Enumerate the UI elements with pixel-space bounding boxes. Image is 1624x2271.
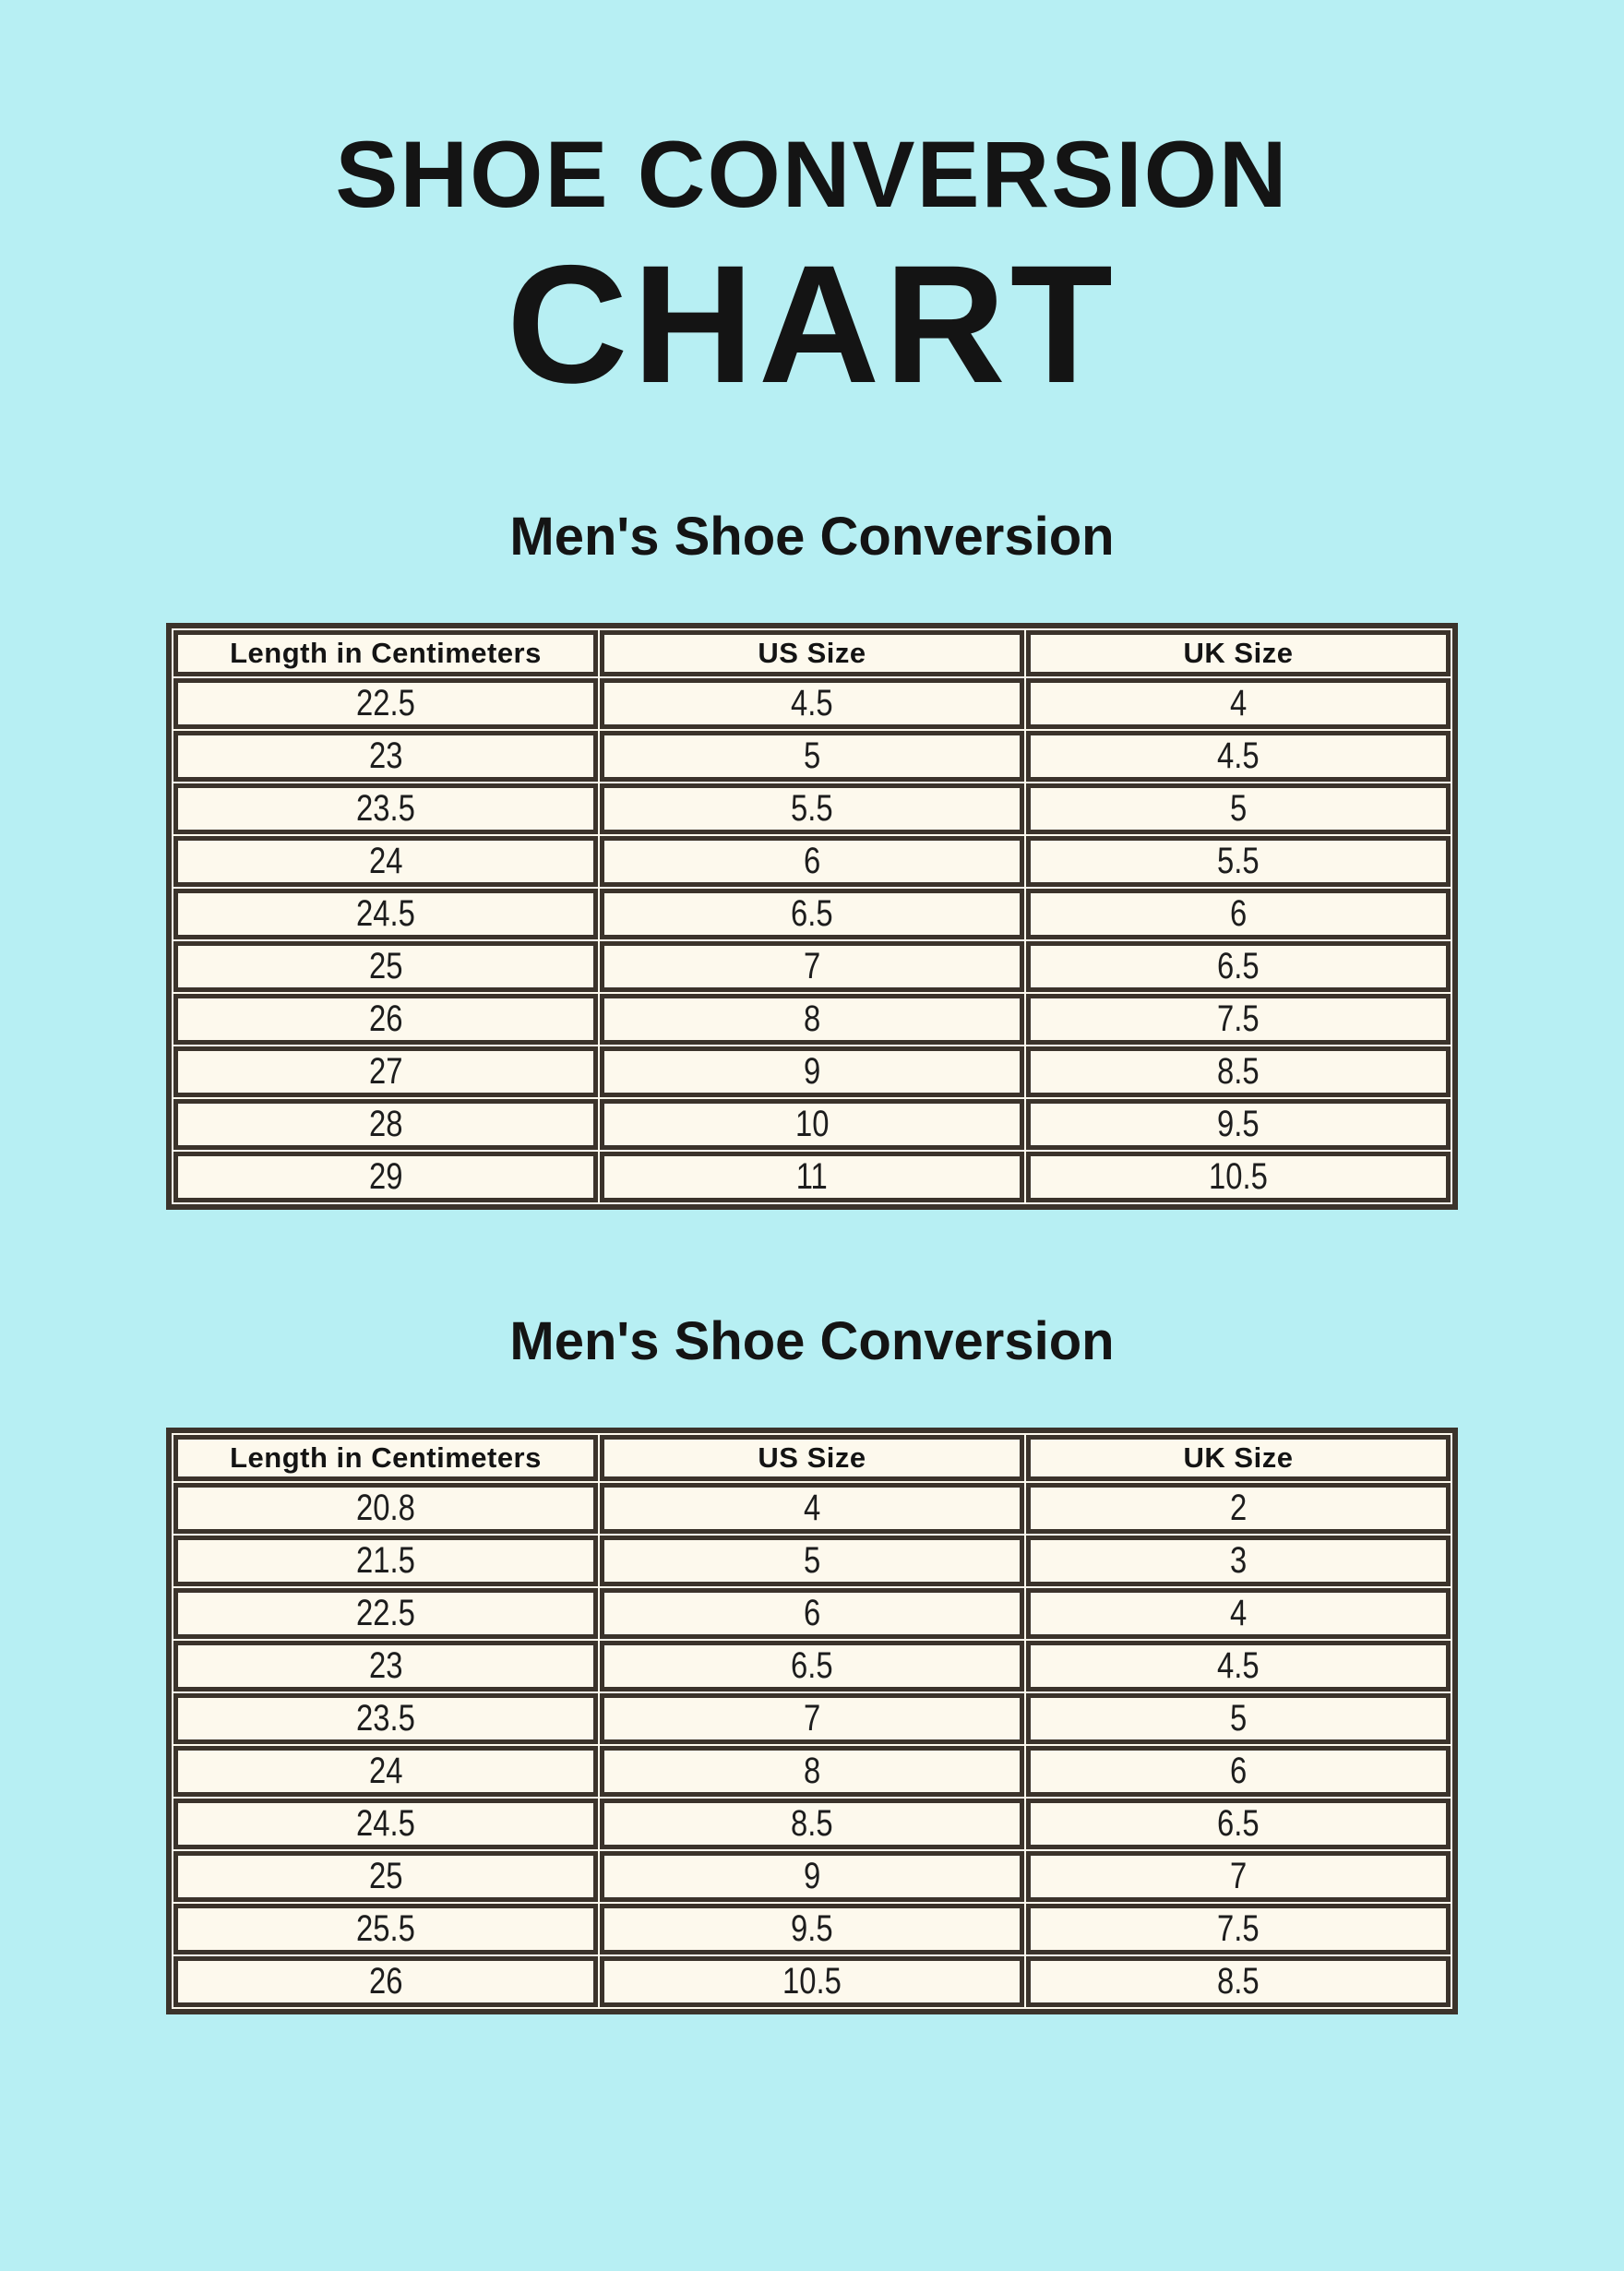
table-cell bbox=[1026, 836, 1451, 887]
cell-value: 7.5 bbox=[1217, 998, 1260, 1040]
table-cell bbox=[600, 1099, 1024, 1150]
cell-value: 8 bbox=[803, 998, 821, 1040]
column-header-us-size bbox=[600, 1435, 1024, 1481]
table-cell bbox=[173, 731, 598, 782]
cell-value: 4 bbox=[1229, 683, 1248, 724]
cell-value: 8.5 bbox=[1217, 1051, 1260, 1093]
table-row bbox=[173, 1799, 1451, 1849]
cell-value: 23.5 bbox=[356, 1697, 415, 1739]
column-header-uk-size bbox=[1026, 630, 1451, 676]
cell-value: 5.5 bbox=[791, 788, 833, 830]
table-head bbox=[173, 1435, 1451, 1481]
table-cell bbox=[1026, 889, 1451, 939]
table-row bbox=[173, 1099, 1451, 1150]
table-cell bbox=[600, 1483, 1024, 1534]
cell-value: 23 bbox=[368, 735, 403, 777]
cell-value: 20.8 bbox=[356, 1487, 415, 1528]
table-row bbox=[173, 1956, 1451, 2007]
page-title-line-2: CHART bbox=[507, 230, 1117, 419]
table-cell bbox=[173, 1641, 598, 1691]
column-header-length-in-centimeters bbox=[173, 1435, 598, 1481]
table-cell bbox=[1026, 1588, 1451, 1639]
cell-value: 22.5 bbox=[356, 1592, 415, 1633]
table-cell bbox=[600, 1152, 1024, 1202]
table-row bbox=[173, 941, 1451, 992]
cell-value: 5 bbox=[1229, 1697, 1248, 1739]
cell-value: 24 bbox=[368, 841, 403, 882]
cell-value: 8.5 bbox=[1217, 1960, 1260, 2002]
column-header-label: UK Size bbox=[1183, 1440, 1294, 1474]
cell-value: 28 bbox=[368, 1104, 403, 1145]
table-cell bbox=[173, 1536, 598, 1586]
cell-value: 6.5 bbox=[791, 893, 833, 935]
cell-value: 6.5 bbox=[1217, 946, 1260, 987]
cell-value: 7 bbox=[803, 1697, 821, 1739]
table-cell bbox=[600, 1956, 1024, 2007]
cell-value: 26 bbox=[368, 1960, 403, 2002]
table-cell bbox=[1026, 1799, 1451, 1849]
cell-value: 6.5 bbox=[791, 1644, 833, 1686]
table-row bbox=[173, 836, 1451, 887]
cell-value: 8.5 bbox=[791, 1802, 833, 1844]
table-cell bbox=[173, 1851, 598, 1902]
table-cell bbox=[173, 1483, 598, 1534]
cell-value: 7.5 bbox=[1217, 1907, 1260, 1949]
table-cell bbox=[1026, 731, 1451, 782]
cell-value: 25 bbox=[368, 946, 403, 987]
table-row bbox=[173, 889, 1451, 939]
table-cell bbox=[1026, 1536, 1451, 1586]
cell-value: 7 bbox=[1229, 1855, 1248, 1896]
header-row bbox=[173, 1435, 1451, 1481]
cell-value: 8 bbox=[803, 1750, 821, 1791]
cell-value: 29 bbox=[368, 1156, 403, 1198]
table-cell bbox=[600, 1536, 1024, 1586]
table-cell bbox=[173, 1693, 598, 1744]
cell-value: 22.5 bbox=[356, 683, 415, 724]
cell-value: 4 bbox=[803, 1487, 821, 1528]
table-cell bbox=[600, 941, 1024, 992]
column-header-label: Length in Centimeters bbox=[230, 637, 542, 670]
table-cell bbox=[173, 783, 598, 834]
cell-value: 5 bbox=[803, 1539, 821, 1581]
table-cell bbox=[600, 1851, 1024, 1902]
table-cell bbox=[1026, 1641, 1451, 1691]
section-title-mens-conversion-1: Men's Shoe Conversion bbox=[509, 507, 1115, 568]
table-row bbox=[173, 1746, 1451, 1797]
table-cell bbox=[600, 1641, 1024, 1691]
table-cell bbox=[173, 1046, 598, 1097]
cell-value: 6 bbox=[803, 841, 821, 882]
cell-value: 4.5 bbox=[791, 683, 833, 724]
cell-value: 25 bbox=[368, 1855, 403, 1896]
page-title-line-1: SHOE CONVERSION bbox=[335, 122, 1289, 227]
column-header-length-in-centimeters bbox=[173, 630, 598, 676]
column-header-us-size bbox=[600, 630, 1024, 676]
cell-value: 9 bbox=[803, 1051, 821, 1093]
section-title-mens-conversion-2: Men's Shoe Conversion bbox=[509, 1311, 1115, 1372]
cell-value: 26 bbox=[368, 998, 403, 1040]
column-header-label: Length in Centimeters bbox=[230, 1440, 542, 1474]
table-cell bbox=[1026, 1483, 1451, 1534]
table-cell bbox=[600, 889, 1024, 939]
table-cell bbox=[600, 731, 1024, 782]
cell-value: 23 bbox=[368, 1644, 403, 1686]
column-header-label: US Size bbox=[758, 1440, 866, 1474]
table-row bbox=[173, 1641, 1451, 1691]
table-row bbox=[173, 1588, 1451, 1639]
table-cell bbox=[1026, 1152, 1451, 1202]
cell-value: 24.5 bbox=[356, 1802, 415, 1844]
table-cell bbox=[173, 836, 598, 887]
table-cell bbox=[1026, 1693, 1451, 1744]
cell-value: 6.5 bbox=[1217, 1802, 1260, 1844]
table-head bbox=[173, 630, 1451, 676]
table-cell bbox=[1026, 1851, 1451, 1902]
cell-value: 21.5 bbox=[356, 1539, 415, 1581]
table-cell bbox=[600, 783, 1024, 834]
cell-value: 3 bbox=[1229, 1539, 1248, 1581]
table-cell bbox=[1026, 994, 1451, 1045]
table-row bbox=[173, 1152, 1451, 1202]
table-cell bbox=[600, 1904, 1024, 1954]
header-row bbox=[173, 630, 1451, 676]
table-cell bbox=[173, 678, 598, 729]
cell-value: 10.5 bbox=[1209, 1156, 1268, 1198]
cell-value: 23.5 bbox=[356, 788, 415, 830]
table-cell bbox=[1026, 678, 1451, 729]
cell-value: 11 bbox=[795, 1156, 829, 1198]
table-cell bbox=[1026, 1046, 1451, 1097]
cell-value: 27 bbox=[368, 1051, 403, 1093]
cell-value: 9 bbox=[803, 1855, 821, 1896]
table-cell bbox=[600, 1046, 1024, 1097]
table-row bbox=[173, 1483, 1451, 1534]
cell-value: 5 bbox=[1229, 788, 1248, 830]
table-row bbox=[173, 1046, 1451, 1097]
table-cell bbox=[173, 1904, 598, 1954]
table-body bbox=[173, 1483, 1451, 2007]
cell-value: 2 bbox=[1229, 1487, 1248, 1528]
table-cell bbox=[173, 1956, 598, 2007]
table-cell bbox=[1026, 1956, 1451, 2007]
table-cell bbox=[173, 941, 598, 992]
cell-value: 4.5 bbox=[1217, 1644, 1260, 1686]
table-row bbox=[173, 731, 1451, 782]
table-cell bbox=[173, 994, 598, 1045]
cell-value: 4 bbox=[1229, 1592, 1248, 1633]
table-row bbox=[173, 783, 1451, 834]
table-body bbox=[173, 678, 1451, 1202]
cell-value: 6 bbox=[803, 1592, 821, 1633]
cell-value: 10.5 bbox=[782, 1960, 842, 2002]
table-cell bbox=[1026, 1746, 1451, 1797]
cell-value: 9.5 bbox=[1217, 1104, 1260, 1145]
cell-value: 4.5 bbox=[1217, 735, 1260, 777]
table-cell bbox=[600, 836, 1024, 887]
cell-value: 7 bbox=[803, 946, 821, 987]
table-cell bbox=[1026, 1904, 1451, 1954]
table-row bbox=[173, 1693, 1451, 1744]
table-cell bbox=[1026, 941, 1451, 992]
conversion-table-1 bbox=[166, 623, 1458, 1210]
column-header-label: US Size bbox=[758, 637, 866, 670]
table-row bbox=[173, 1536, 1451, 1586]
table-cell bbox=[600, 1588, 1024, 1639]
table-cell bbox=[173, 1099, 598, 1150]
table-cell bbox=[600, 1693, 1024, 1744]
table-row bbox=[173, 1904, 1451, 1954]
table-cell bbox=[173, 1799, 598, 1849]
cell-value: 5 bbox=[803, 735, 821, 777]
column-header-uk-size bbox=[1026, 1435, 1451, 1481]
table-cell bbox=[1026, 783, 1451, 834]
table-cell bbox=[600, 994, 1024, 1045]
cell-value: 5.5 bbox=[1217, 841, 1260, 882]
table-row bbox=[173, 1851, 1451, 1902]
cell-value: 6 bbox=[1229, 893, 1248, 935]
table-cell bbox=[173, 889, 598, 939]
table-cell bbox=[173, 1746, 598, 1797]
table-cell bbox=[1026, 1099, 1451, 1150]
cell-value: 24.5 bbox=[356, 893, 415, 935]
cell-value: 9.5 bbox=[791, 1907, 833, 1949]
table-cell bbox=[600, 1746, 1024, 1797]
cell-value: 24 bbox=[368, 1750, 403, 1791]
table-cell bbox=[600, 678, 1024, 729]
cell-value: 6 bbox=[1229, 1750, 1248, 1791]
table-row bbox=[173, 678, 1451, 729]
table-row bbox=[173, 994, 1451, 1045]
conversion-table-2 bbox=[166, 1428, 1458, 2014]
column-header-label: UK Size bbox=[1183, 637, 1294, 670]
cell-value: 10 bbox=[794, 1104, 830, 1145]
table-cell bbox=[600, 1799, 1024, 1849]
table-cell bbox=[173, 1152, 598, 1202]
table-cell bbox=[173, 1588, 598, 1639]
cell-value: 25.5 bbox=[356, 1907, 415, 1949]
